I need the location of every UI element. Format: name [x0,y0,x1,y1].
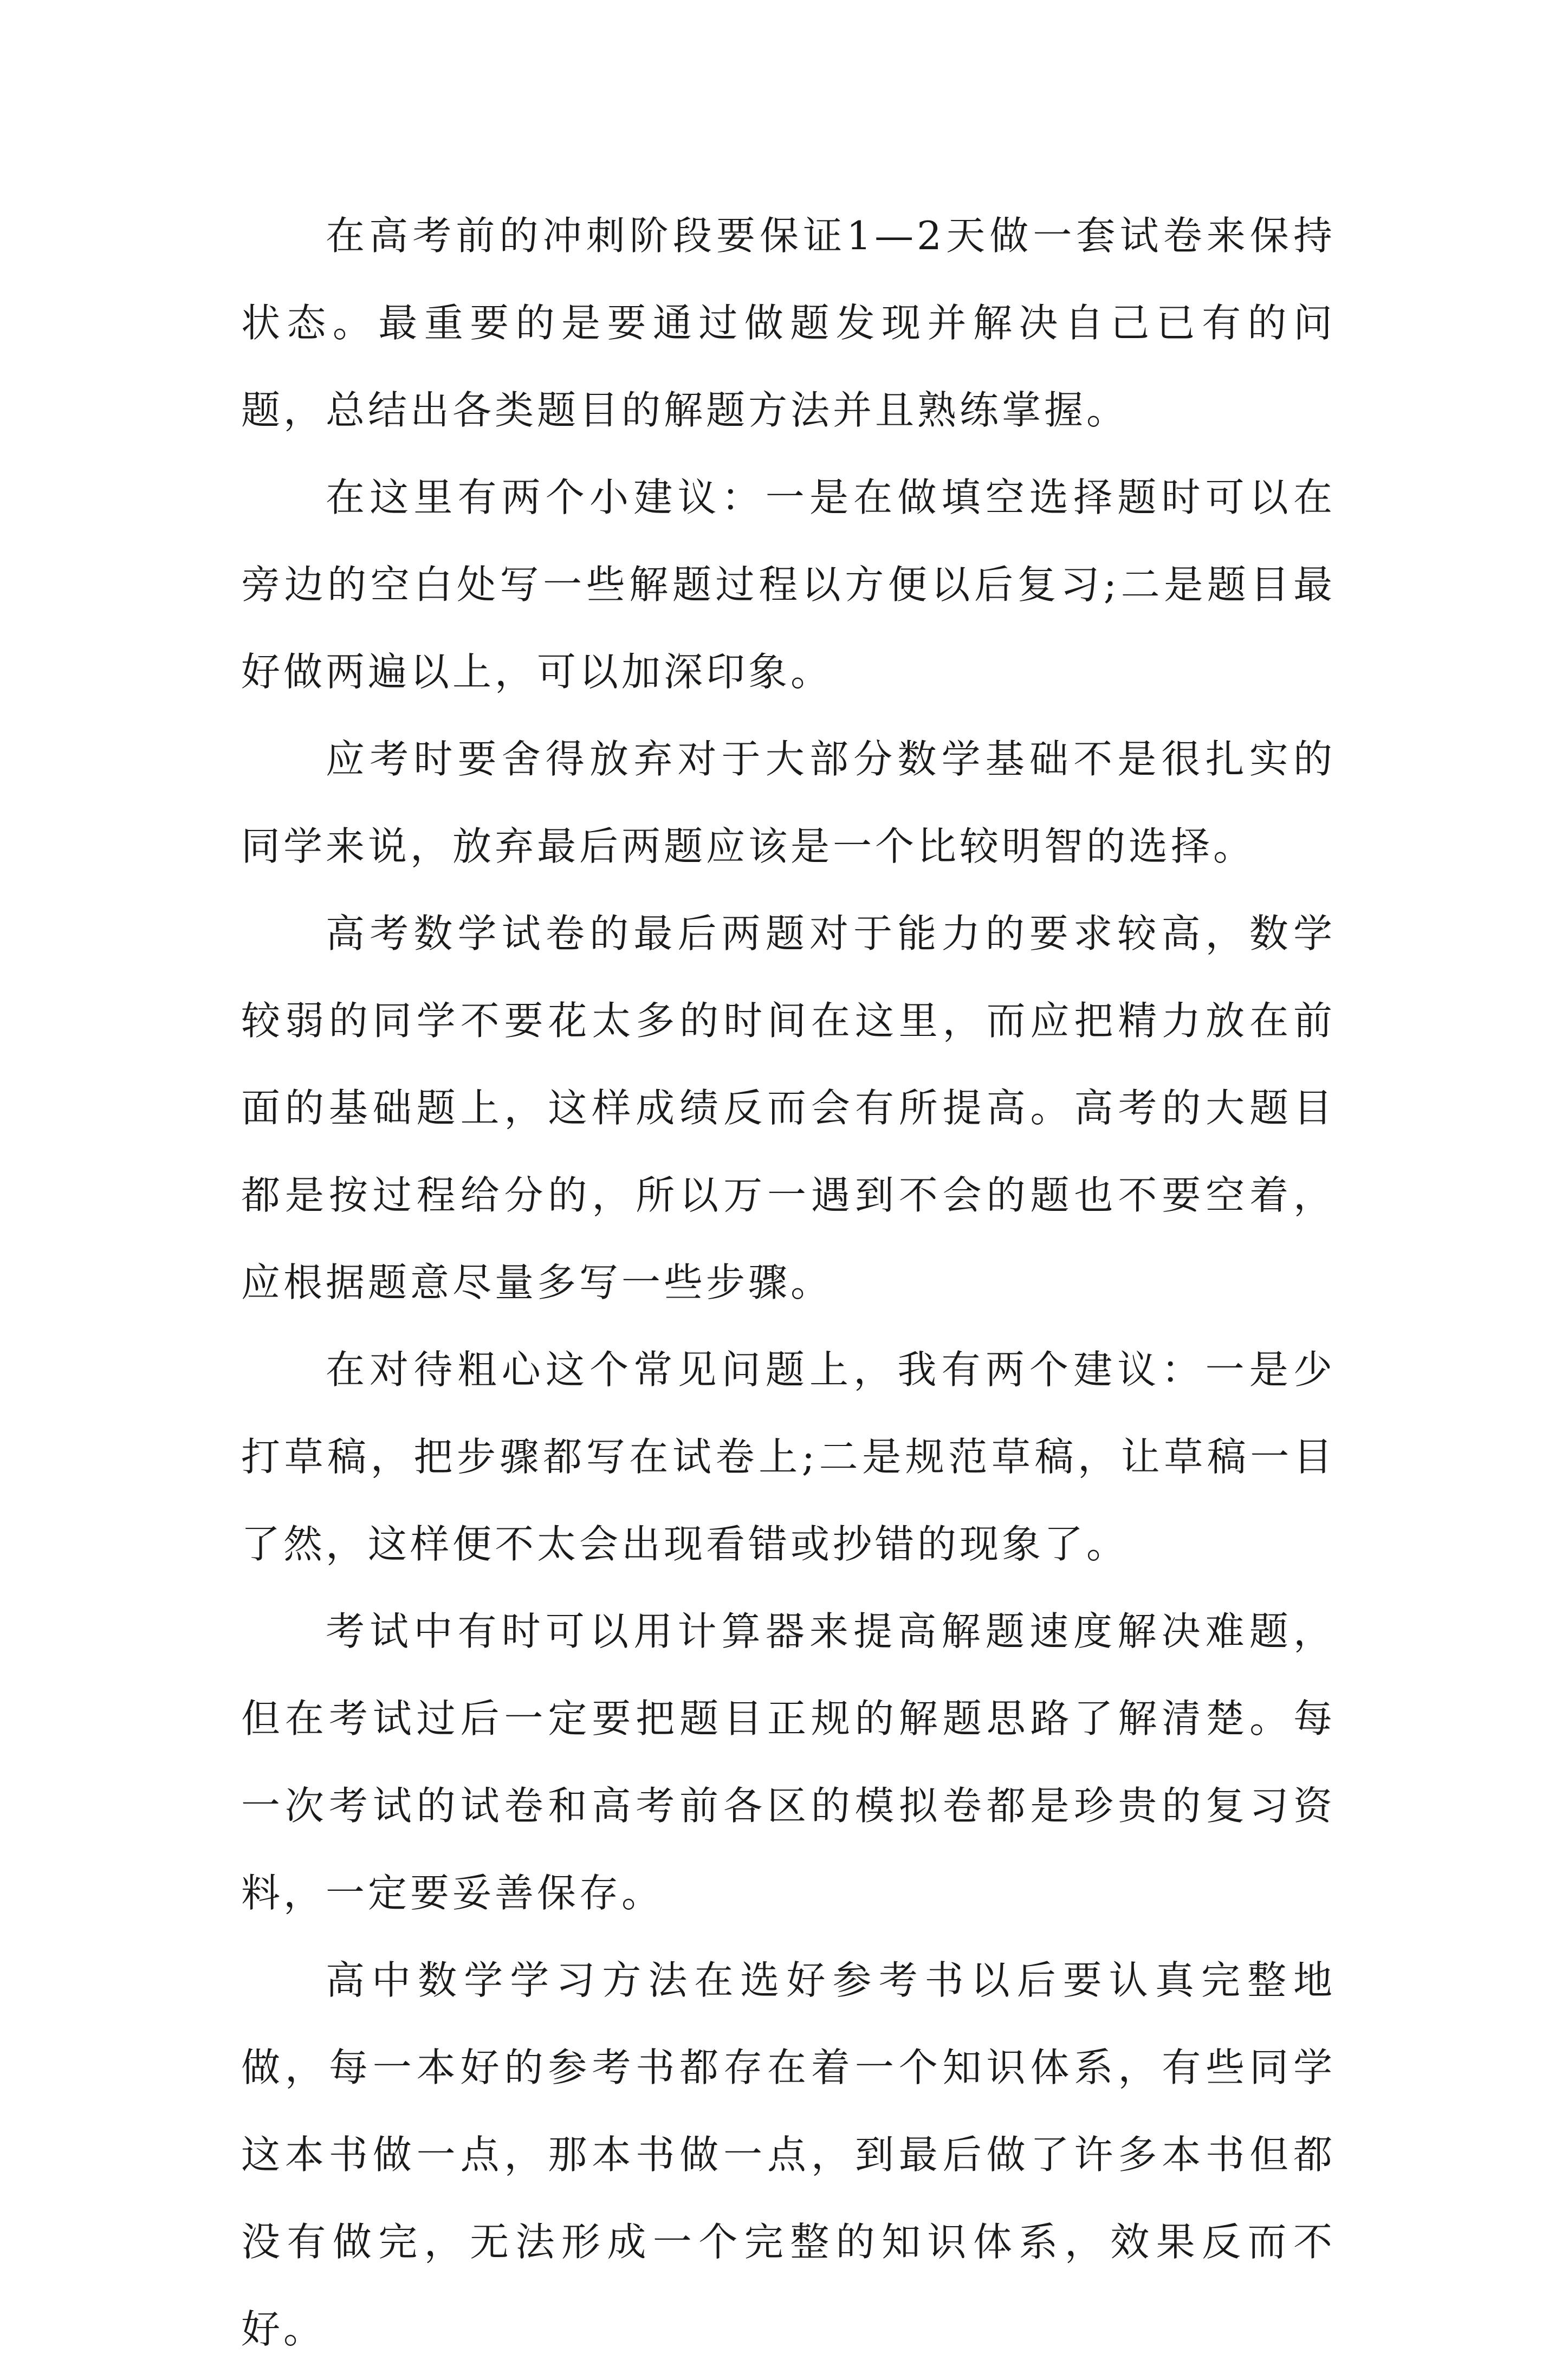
paragraph-6: 考试中有时可以用计算器来提高解题速度解决难题，但在考试过后一定要把题目正规的解题思路了解清楚。每一次考试的试卷和高考前各区的模拟卷都是珍贵的复习资料，一定要妥善保存。 [241,1609,1336,1916]
paragraph-1: 在高考前的冲刺阶段要保证1—2天做一套试卷来保持状态。最重要的是要通过做题发现并解决自己已有的问题，总结出各类题目的解题方法并且熟练掌握。 [241,213,1336,433]
document-body [241,192,1336,2373]
paragraph-7: 高中数学学习方法在选好参考书以后要认真完整地做，每一本好的参考书都存在着一个知识体系，有些同学这本书做一点，那本书做一点，到最后做了许多本书但都没有做完，无法形成一个完整的知识体系，效果反而不好。 [241,1957,1336,2352]
paragraph-3: 应考时要舍得放弃对于大部分数学基础不是很扎实的同学来说，放弃最后两题应该是一个比较明智的选择。 [241,736,1336,869]
paragraph-5: 在对待粗心这个常见问题上，我有两个建议：一是少打草稿，把步骤都写在试卷上;二是规范草稿，让草稿一目了然，这样便不太会出现看错或抄错的现象了。 [241,1347,1336,1567]
paragraph-4: 高考数学试卷的最后两题对于能力的要求较高，数学较弱的同学不要花太多的时间在这里，而应把精力放在前面的基础题上，这样成绩反而会有所提高。高考的大题目都是按过程给分的，所以万一遇到不会的题也不要空着，应根据题意尽量多写一些步骤。 [241,911,1336,1305]
paragraph-2: 在这里有两个小建议：一是在做填空选择题时可以在旁边的空白处写一些解题过程以方便以后复习;二是题目最好做两遍以上，可以加深印象。 [241,475,1336,695]
